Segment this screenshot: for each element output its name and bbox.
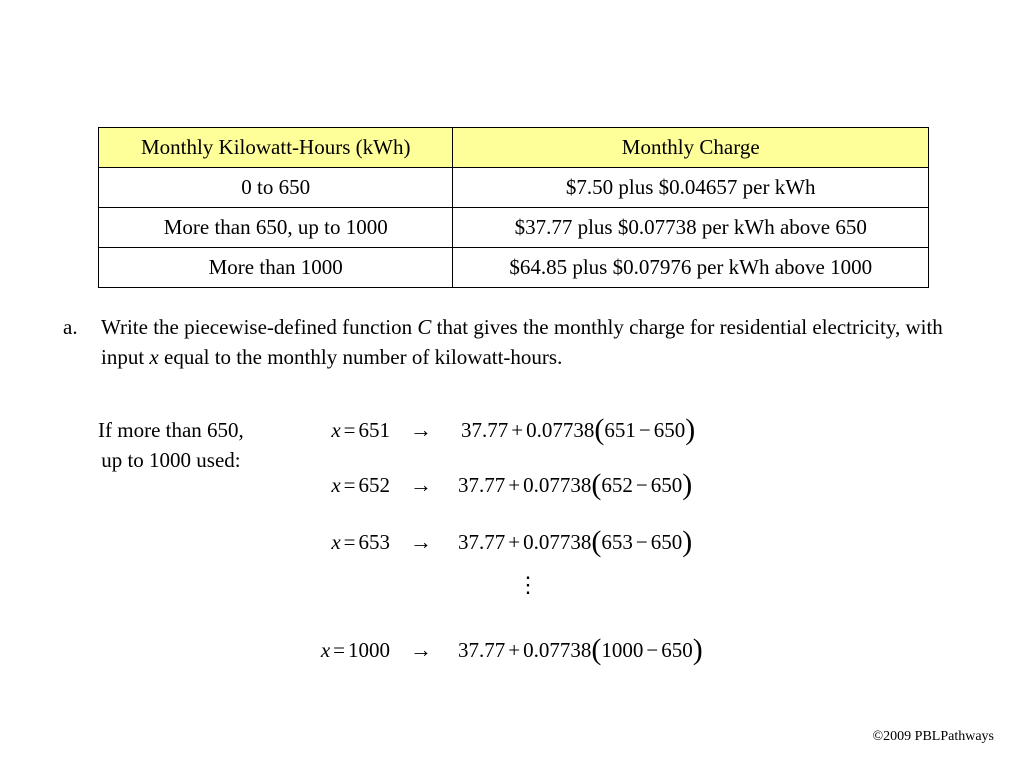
x-variable: x	[331, 418, 341, 442]
threshold-value: 650	[650, 530, 683, 554]
kwh-range-cell: More than 1000	[99, 248, 453, 288]
charge-expression	[458, 470, 692, 500]
rate-table	[98, 127, 929, 288]
arrow-icon: →	[410, 529, 432, 554]
table-row	[99, 168, 929, 208]
calculation-row	[250, 470, 790, 500]
base-charge: 37.77	[461, 418, 509, 442]
threshold-value: 650	[650, 473, 683, 497]
rate-value: 0.07738	[523, 530, 592, 554]
arrow-icon: →	[410, 472, 432, 497]
close-paren: )	[685, 413, 696, 446]
x-value: 652	[358, 473, 390, 497]
equals-sign: =	[343, 530, 356, 554]
kwh-range-cell: More than 650, up to 1000	[99, 208, 453, 248]
table-header-row	[99, 128, 929, 168]
rate-value: 0.07738	[526, 418, 595, 442]
x-variable: x	[320, 638, 331, 662]
question-text-part: Write the piecewise-defined function	[101, 315, 418, 339]
question-text-part: equal to the monthly number of kilowatt-hours.	[158, 345, 563, 369]
minus-sign: −	[638, 418, 651, 442]
charge-expression	[458, 635, 703, 665]
x-assignment	[250, 635, 390, 665]
x-value: 651	[358, 418, 390, 442]
open-paren: (	[591, 633, 602, 666]
condition-line: up to 1000 used:	[101, 448, 241, 472]
usage-value: 653	[601, 530, 633, 554]
plus-sign: +	[508, 473, 521, 497]
calculation-row	[250, 527, 790, 557]
function-variable: C	[417, 315, 432, 339]
question-letter: a.	[63, 315, 78, 339]
threshold-value: 650	[653, 418, 686, 442]
close-paren: )	[692, 633, 703, 666]
condition-line: If more than 650,	[98, 418, 244, 442]
x-assignment	[250, 415, 390, 445]
calculation-row	[250, 415, 790, 445]
minus-sign: −	[635, 473, 648, 497]
equals-sign: =	[333, 638, 345, 662]
x-variable: x	[331, 530, 341, 554]
close-paren: )	[682, 468, 693, 501]
charge-expression	[458, 527, 692, 557]
rate-value: 0.07738	[523, 638, 592, 662]
equals-sign: =	[343, 473, 356, 497]
question-a	[63, 312, 983, 372]
question-text-part: that gives the monthly charge for residential electricity, with input	[101, 315, 943, 369]
header-kwh: Monthly Kilowatt-Hours (kWh)	[99, 128, 453, 168]
charge-cell: $7.50 plus $0.04657 per kWh	[453, 168, 929, 208]
equals-sign: =	[343, 418, 356, 442]
base-charge: 37.77	[458, 638, 506, 662]
table-row	[99, 248, 929, 288]
base-charge: 37.77	[458, 530, 506, 554]
copyright-footer: ©2009 PBLPathways	[872, 729, 994, 744]
usage-value: 652	[601, 473, 633, 497]
kwh-range-cell: 0 to 650	[99, 168, 453, 208]
x-value: 1000	[348, 638, 390, 662]
charge-cell: $64.85 plus $0.07976 per kWh above 1000	[453, 248, 929, 288]
base-charge: 37.77	[458, 473, 506, 497]
minus-sign: −	[635, 530, 648, 554]
plus-sign: +	[511, 418, 524, 442]
usage-value: 1000	[601, 638, 644, 662]
plus-sign: +	[508, 530, 521, 554]
calculation-row	[250, 635, 790, 665]
arrow-icon: →	[410, 417, 432, 442]
close-paren: )	[682, 525, 693, 558]
x-value: 653	[358, 530, 390, 554]
plus-sign: +	[508, 638, 521, 662]
question-text	[101, 312, 983, 372]
threshold-value: 650	[661, 638, 693, 662]
input-variable: x	[149, 345, 159, 369]
condition-label	[98, 415, 244, 475]
arrow-icon: →	[410, 637, 432, 662]
usage-value: 651	[604, 418, 636, 442]
open-paren: (	[594, 413, 605, 446]
x-assignment	[250, 527, 390, 557]
charge-expression	[461, 415, 695, 445]
x-variable: x	[331, 473, 341, 497]
charge-cell: $37.77 plus $0.07738 per kWh above 650	[453, 208, 929, 248]
open-paren: (	[591, 468, 602, 501]
header-monthly-charge: Monthly Charge	[453, 128, 929, 168]
vertical-ellipsis: ⋮	[517, 572, 539, 597]
minus-sign: −	[646, 638, 659, 662]
open-paren: (	[591, 525, 602, 558]
table-row	[99, 208, 929, 248]
x-assignment	[250, 470, 390, 500]
rate-value: 0.07738	[523, 473, 592, 497]
